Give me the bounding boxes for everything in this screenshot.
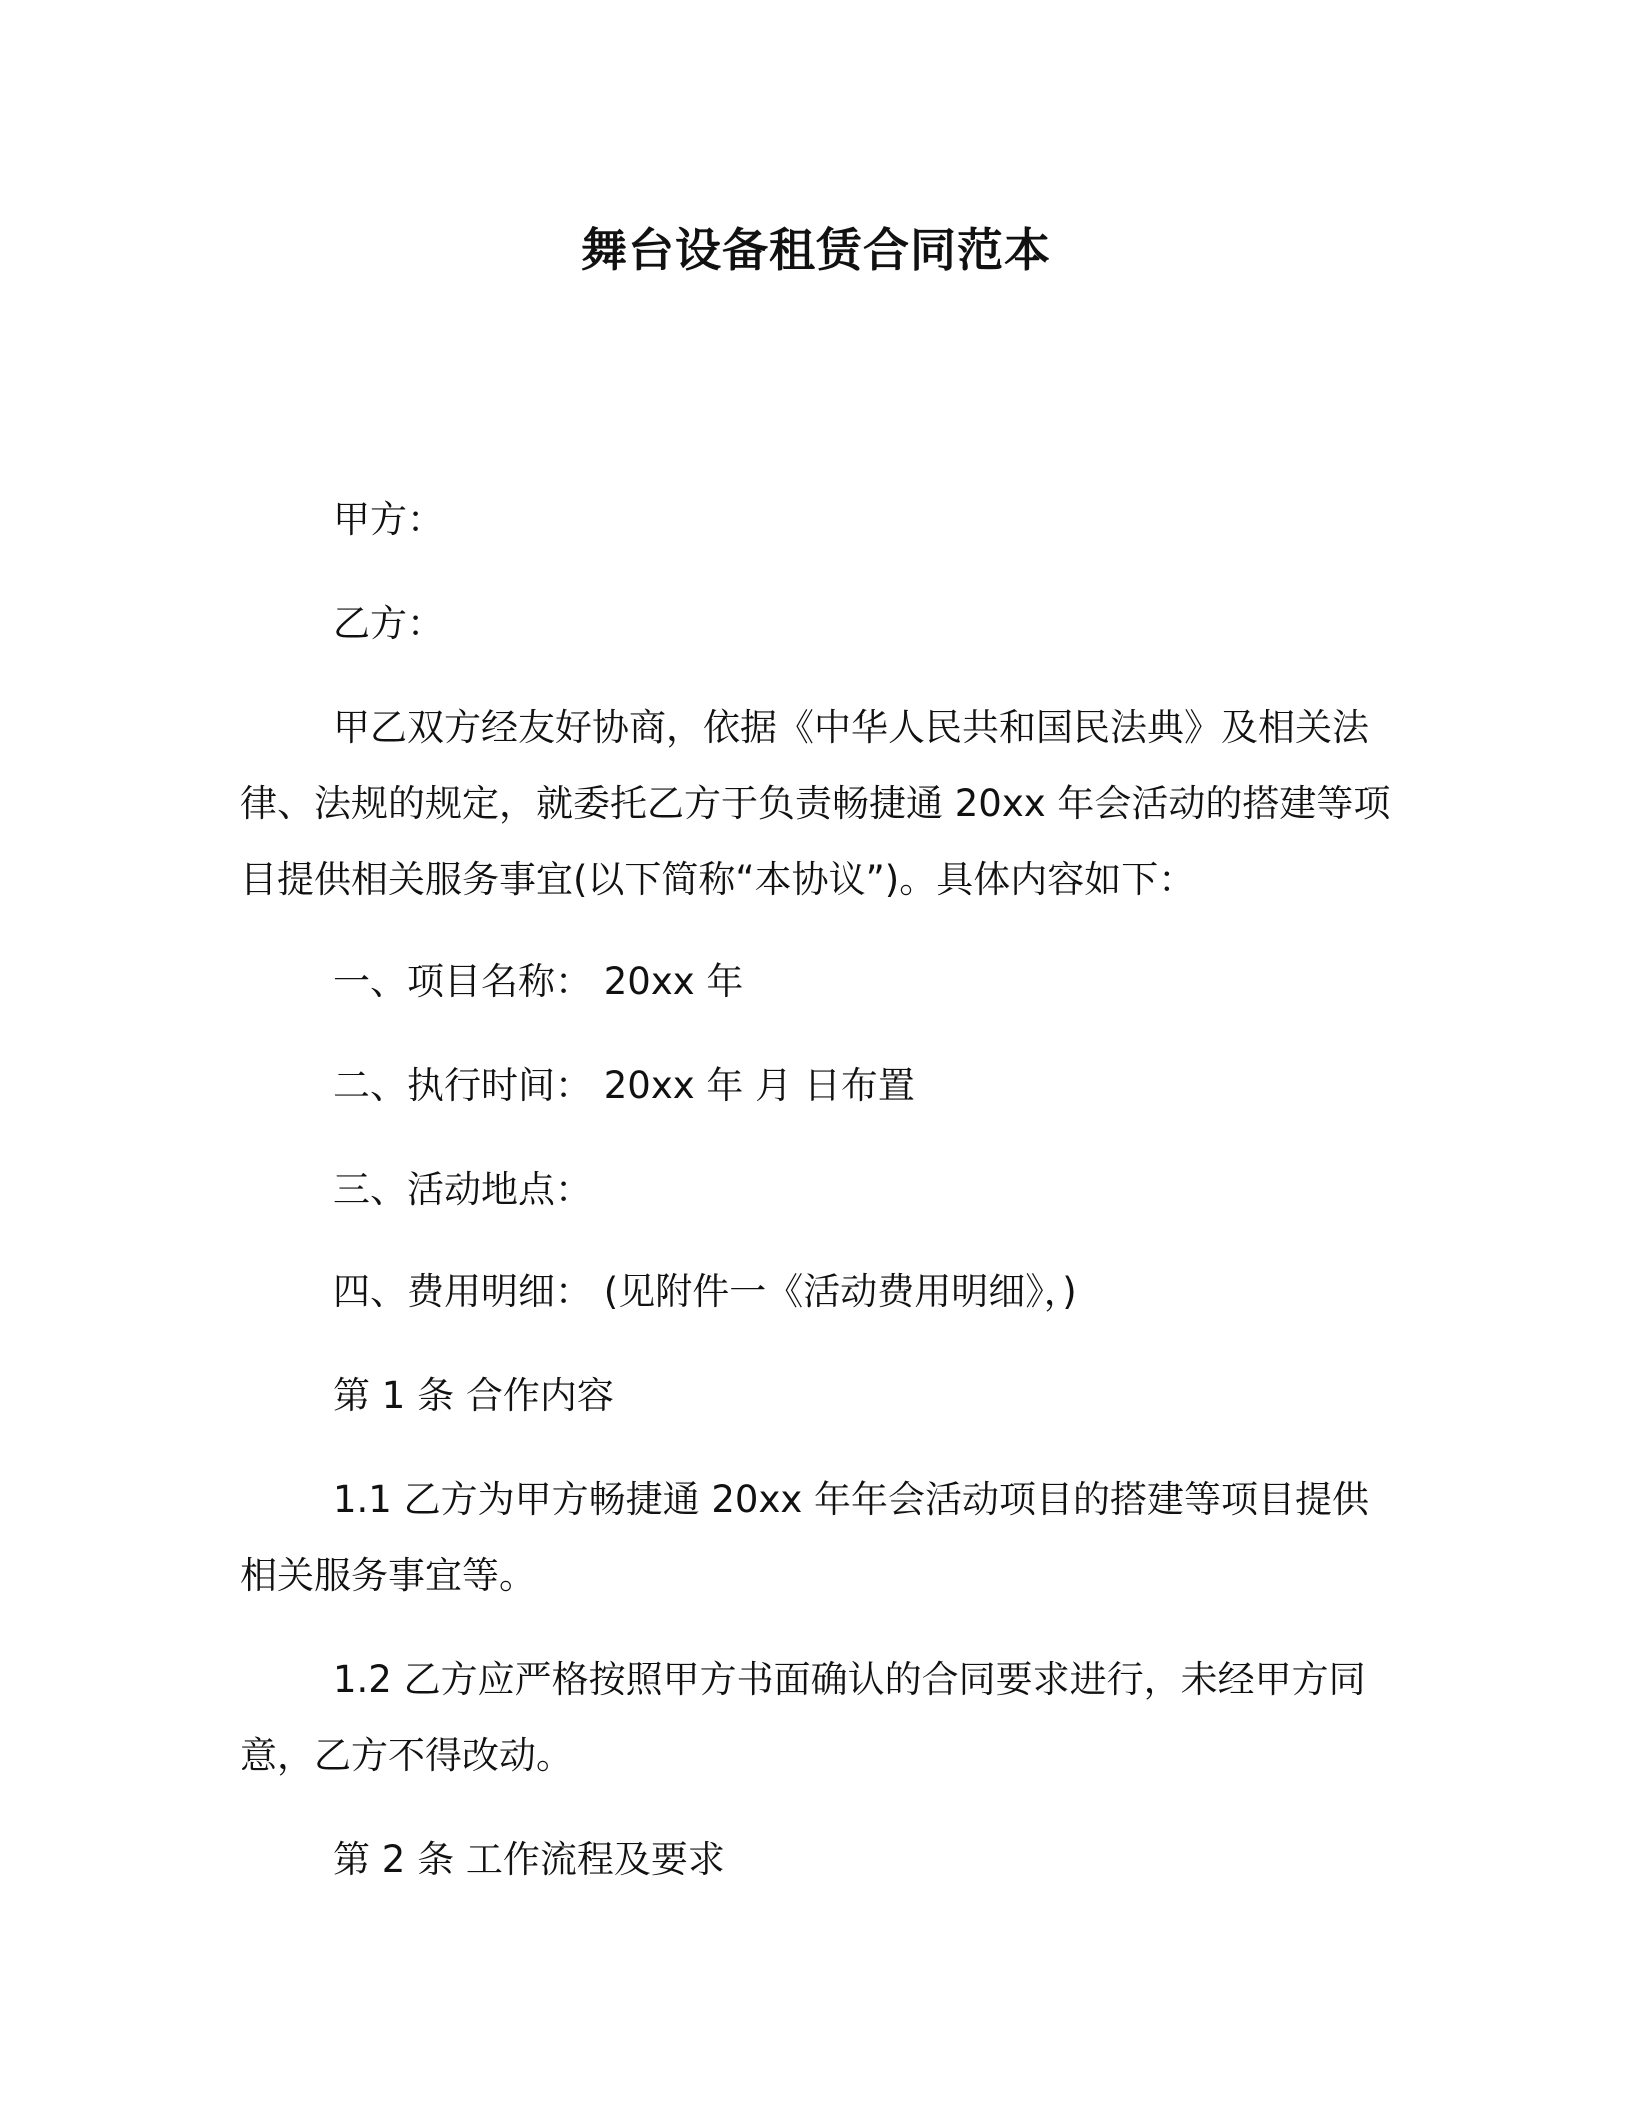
intro-line-2: 律、法规的规定，就委托乙方于负责畅捷通 20xx 年会活动的搭建等项 [240, 782, 1391, 825]
document-title: 舞台设备租赁合同范本 [581, 223, 1051, 277]
intro-line-1: 甲乙双方经友好协商，依据《中华人民共和国民法典》及相关法 [333, 706, 1369, 749]
party-a-label: 甲方： [333, 498, 444, 541]
intro-line-3: 目提供相关服务事宜(以下简称“本协议”)。具体内容如下： [240, 858, 1196, 901]
article-2-heading: 第 2 条 工作流程及要求 [333, 1838, 725, 1881]
item-cost-details: 四、费用明细： (见附件一《活动费用明细》，) [333, 1270, 1077, 1313]
clause-1-1-line-1: 1.1 乙方为甲方畅捷通 20xx 年年会活动项目的搭建等项目提供 [333, 1478, 1369, 1521]
clause-1-2-line-1: 1.2 乙方应严格按照甲方书面确认的合同要求进行，未经甲方同 [333, 1658, 1366, 1701]
item-execution-time: 二、执行时间： 20xx 年 月 日布置 [333, 1064, 915, 1107]
party-b-label: 乙方： [333, 602, 444, 645]
item-project-name: 一、项目名称： 20xx 年 [333, 960, 744, 1003]
article-1-heading: 第 1 条 合作内容 [333, 1374, 614, 1417]
item-location: 三、活动地点： [333, 1168, 592, 1211]
clause-1-1-line-2: 相关服务事宜等。 [240, 1554, 536, 1597]
clause-1-2-line-2: 意，乙方不得改动。 [240, 1734, 573, 1777]
